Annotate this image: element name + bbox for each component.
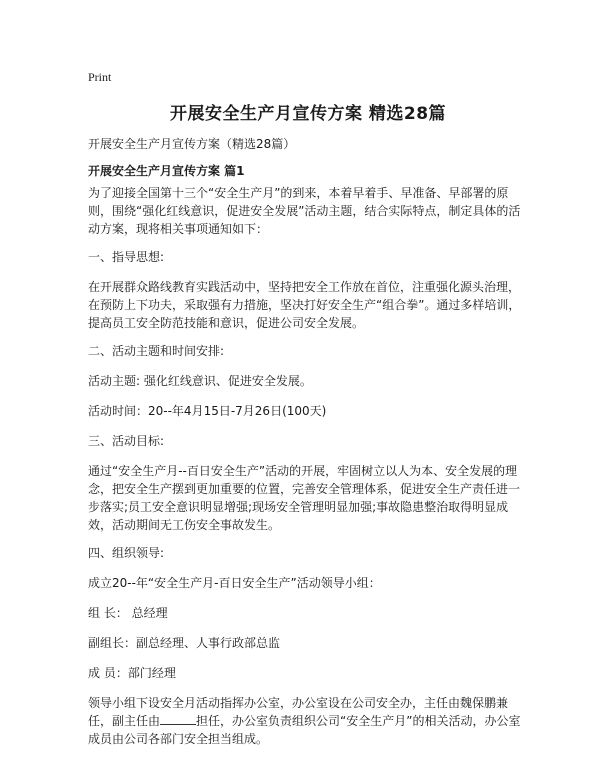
- blank-field: [160, 712, 196, 725]
- document-subtitle: 开展安全生产月宣传方案（精选28篇）: [88, 137, 296, 151]
- heading-goals: 三、活动目标:: [88, 434, 165, 448]
- leadership-group-intro: 成立20--年“安全生产月-百日安全生产”活动领导小组：: [88, 576, 381, 590]
- group-leader: 组 长： 总经理: [88, 606, 168, 620]
- heading-guiding-ideology: 一、指导思想:: [88, 250, 165, 264]
- heading-theme-schedule: 二、活动主题和时间安排:: [88, 344, 225, 358]
- group-members: 成 员：部门经理: [88, 666, 176, 680]
- section-heading: 开展安全生产月宣传方案 篇1: [88, 164, 245, 178]
- office-paragraph-part-2: 担任，办公室负责组织公司“安全生产月”的相关活动，办公室成员由公司各部门安全担当组成。: [88, 714, 521, 746]
- print-link[interactable]: Print: [88, 70, 112, 84]
- page-title: 开展安全生产月宣传方案 精选28篇: [169, 104, 447, 124]
- group-deputy: 副组长：副总经理、人事行政部总监: [88, 636, 281, 650]
- guiding-ideology-paragraph: 在开展群众路线教育实践活动中，坚持把安全工作放在首位，注重强化源头治理，在预防上下功夫，采取强有力措施，坚决打好安全生产“组合拳”。通过多样培训，提高员工安全防范技能和意识，促进公司安全发展。: [88, 280, 521, 330]
- goals-paragraph: 通过“安全生产月--百日安全生产”活动的开展，牢固树立以人为本、安全发展的理念，把安全生产摆到更加重要的位置，完善安全管理体系，促进安全生产责任进一步落实;员工安全意识明显增强;现场安全管理明显加强;事故隐患整治取得明显成效，活动期间无工伤安全事故发生。: [88, 464, 521, 532]
- intro-paragraph: 为了迎接全国第十三个“安全生产月”的到来，本着早着手、早准备、早部署的原则，围绕“强化红线意识，促进安全发展”活动主题，结合实际特点，制定具体的活动方案，现将相关事项通知如下：: [88, 186, 521, 236]
- activity-theme: 活动主题: 强化红线意识、促进安全发展。: [88, 374, 312, 388]
- office-paragraph: [88, 694, 528, 748]
- office-paragraph-part-1: 领导小组下设安全月活动指挥办公室，办公室设在公司安全办，主任由魏保鹏兼任，副主任由: [88, 696, 509, 728]
- document-body: [88, 184, 528, 748]
- heading-organization: 四、组织领导:: [88, 546, 165, 560]
- activity-time: 活动时间：20--年4月15日-7月26日(100天): [88, 404, 327, 418]
